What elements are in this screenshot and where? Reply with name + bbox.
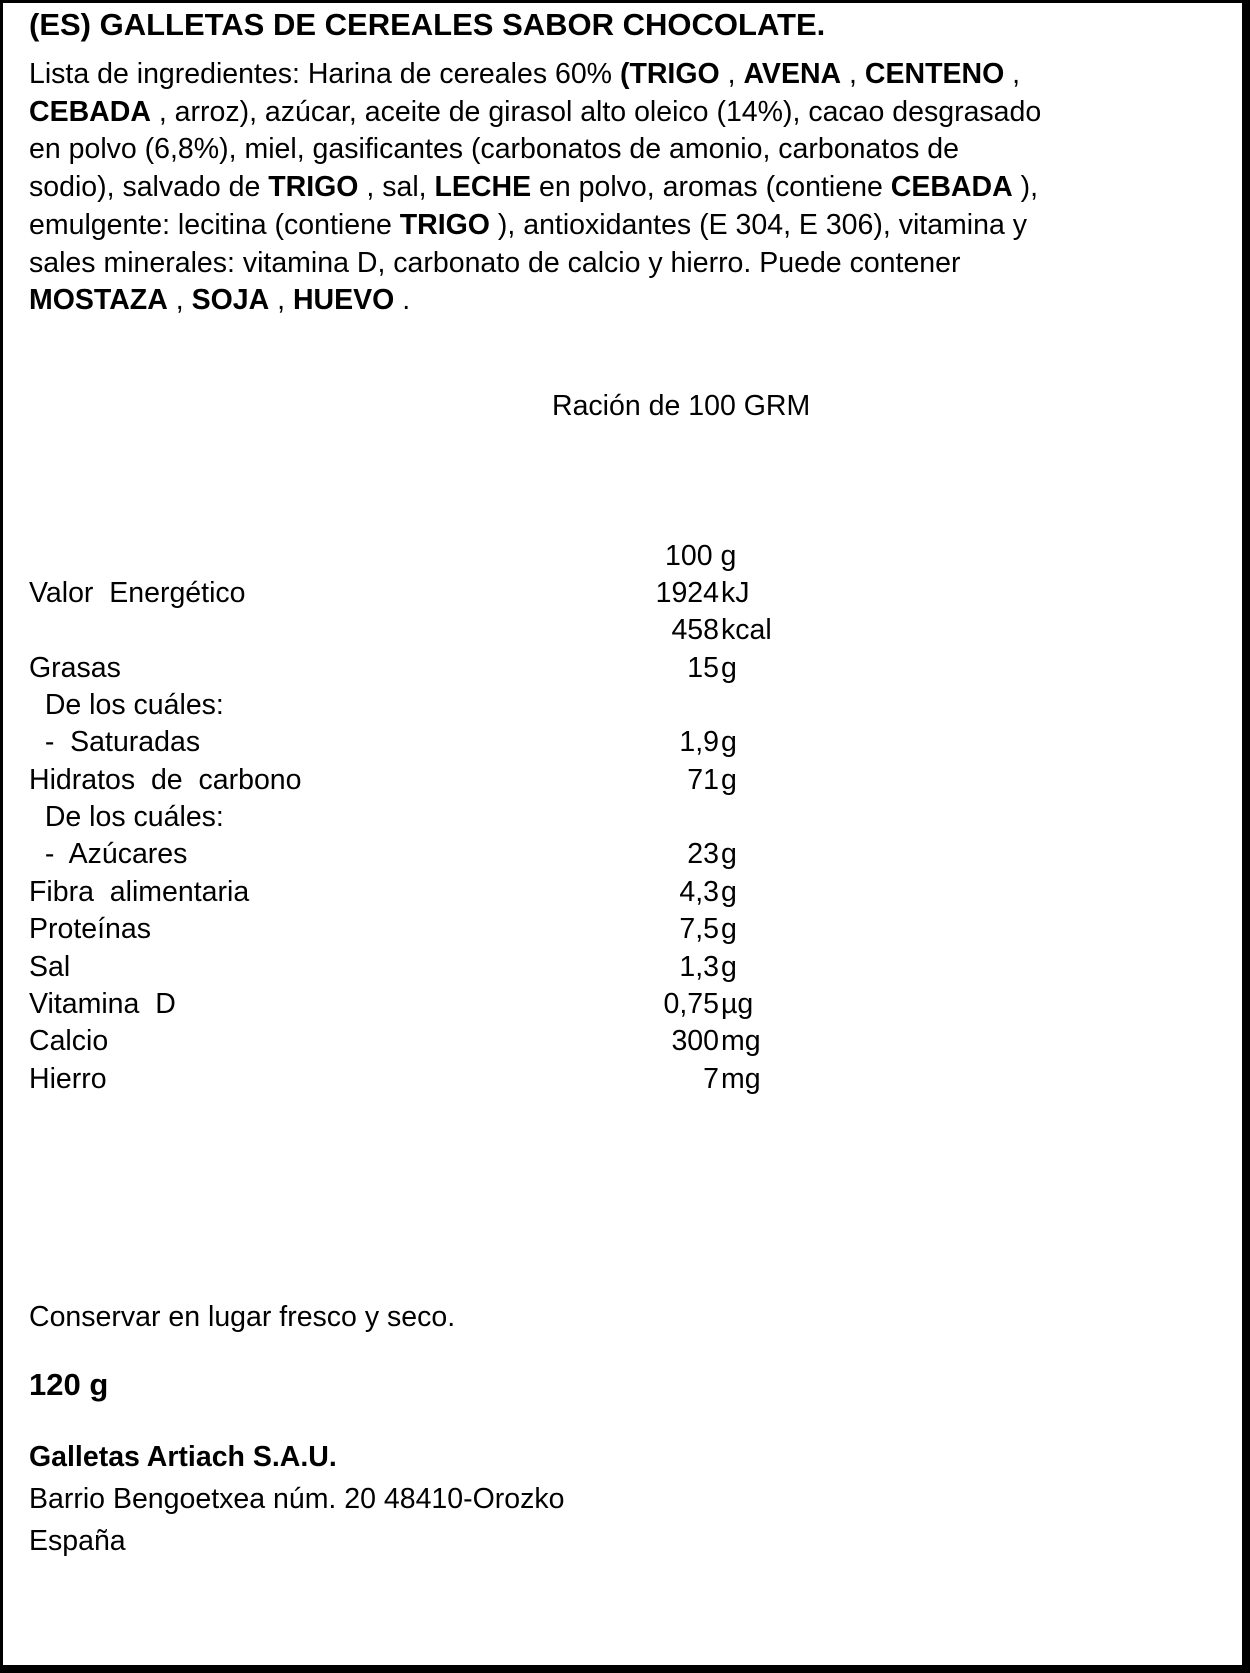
nutrient-unit: g (721, 763, 737, 796)
nutrient-value: 7 (703, 1062, 719, 1095)
allergen-text: TRIGO (268, 171, 359, 204)
nutrient-value: 1,3 (679, 950, 719, 983)
nutrient-label: Fibra alimentaria (29, 875, 250, 908)
ingredients-text: , (719, 58, 744, 90)
nutrient-label: De los cuáles: (29, 689, 224, 722)
ingredients-text: , sal, (358, 171, 435, 204)
allergen-text: LECHE (434, 171, 532, 204)
ingredients-text: en polvo, aromas (contiene (531, 171, 891, 204)
allergen-text: CEBADA (29, 95, 151, 128)
ingredients-list (29, 56, 1219, 320)
allergen-text: CENTENO (864, 58, 1005, 90)
nutrient-unit: kcal (721, 614, 772, 647)
nutrient-value: 15 (687, 651, 719, 684)
nutrient-value: 0,75 (663, 987, 719, 1020)
net-weight: 120 g (29, 1367, 109, 1402)
ingredients-line (29, 131, 1219, 169)
ingredients-text: , arroz), azúcar, aceite de girasol alto oleico (14%), cacao desgrasado (150, 95, 1042, 128)
nutrient-label: De los cuáles: (29, 801, 224, 834)
nutrient-label: Hierro (29, 1062, 107, 1095)
nutrient-label: - Azúcares (29, 838, 188, 871)
ingredients-text: sodio), salvado de (29, 171, 269, 204)
nutrient-unit: kJ (721, 577, 750, 609)
ingredients-text: , (167, 284, 192, 317)
nutrient-value: 1,9 (679, 726, 719, 759)
ingredients-text: Lista de ingredientes: Harina de cereales 60% (29, 58, 620, 90)
ingredients-text: , (269, 284, 293, 317)
ingredients-line (29, 282, 1219, 320)
ingredients-text: emulgente: lecitina (contiene (29, 208, 400, 241)
nutrient-label: Sal (29, 950, 71, 983)
nutrient-unit: g (721, 651, 737, 684)
ingredients-line (29, 56, 1219, 94)
ingredients-line (29, 207, 1219, 245)
serving-size: Ración de 100 GRM (552, 390, 811, 422)
nutrient-unit: g (721, 875, 737, 908)
nutrient-label: Proteínas (29, 913, 151, 946)
storage-instructions: Conservar en lugar fresco y seco. (29, 1301, 456, 1333)
nutrient-unit: µg (721, 987, 754, 1020)
ingredients-line (29, 245, 1219, 283)
ingredients-text: en polvo (6,8%), miel, gasificantes (carbonatos de amonio, carbonatos de (29, 133, 959, 166)
nutrient-unit: mg (721, 1025, 761, 1058)
ingredients-text: ), (1012, 171, 1038, 204)
ingredients-text: , (1004, 58, 1021, 90)
nutrient-unit: g (721, 838, 737, 871)
allergen-text: (TRIGO (619, 58, 720, 90)
ingredients-text: sales minerales: vitamina D, carbonato de calcio y hierro. Puede contener (29, 246, 961, 279)
company-address: Barrio Bengoetxea núm. 20 48410-Orozko (29, 1483, 565, 1515)
allergen-text: TRIGO (399, 208, 490, 241)
nutrient-value: 23 (687, 838, 719, 871)
company-country: España (29, 1525, 126, 1557)
nutrient-value: 1924 (655, 577, 719, 609)
allergen-text: AVENA (743, 58, 842, 90)
allergen-text: SOJA (191, 284, 270, 317)
product-title: (ES) GALLETAS DE CEREALES SABOR CHOCOLATE. (29, 7, 826, 42)
nutrition-column-header: 100 g (665, 540, 737, 572)
nutrient-label: - Saturadas (29, 726, 201, 759)
allergen-text: MOSTAZA (29, 284, 168, 317)
allergen-text: CEBADA (890, 171, 1013, 204)
nutrient-unit: g (721, 913, 737, 946)
ingredients-text: ), antioxidantes (E 304, E 306), vitamina y (489, 208, 1028, 241)
ingredients-line (29, 169, 1219, 207)
ingredients-line (29, 94, 1219, 132)
nutrient-label: Grasas (29, 651, 121, 684)
nutrient-label: Calcio (29, 1025, 109, 1058)
allergen-text: HUEVO (292, 284, 395, 317)
nutrient-unit: g (721, 950, 737, 983)
nutrient-value: 71 (687, 763, 719, 796)
nutrient-label: Valor Energético (29, 577, 246, 609)
nutrient-unit: mg (721, 1062, 761, 1095)
nutrient-label: Vitamina D (29, 987, 176, 1020)
nutrient-value: 7,5 (679, 913, 719, 946)
ingredients-text: . (394, 284, 411, 317)
nutrient-value: 300 (671, 1025, 719, 1058)
nutrient-value: 4,3 (679, 875, 719, 908)
ingredients-text: , (841, 58, 865, 90)
nutrient-label: Hidratos de carbono (29, 763, 302, 796)
nutrient-value: 458 (671, 614, 719, 647)
company-name: Galletas Artiach S.A.U. (29, 1441, 337, 1473)
nutrient-unit: g (721, 726, 737, 759)
